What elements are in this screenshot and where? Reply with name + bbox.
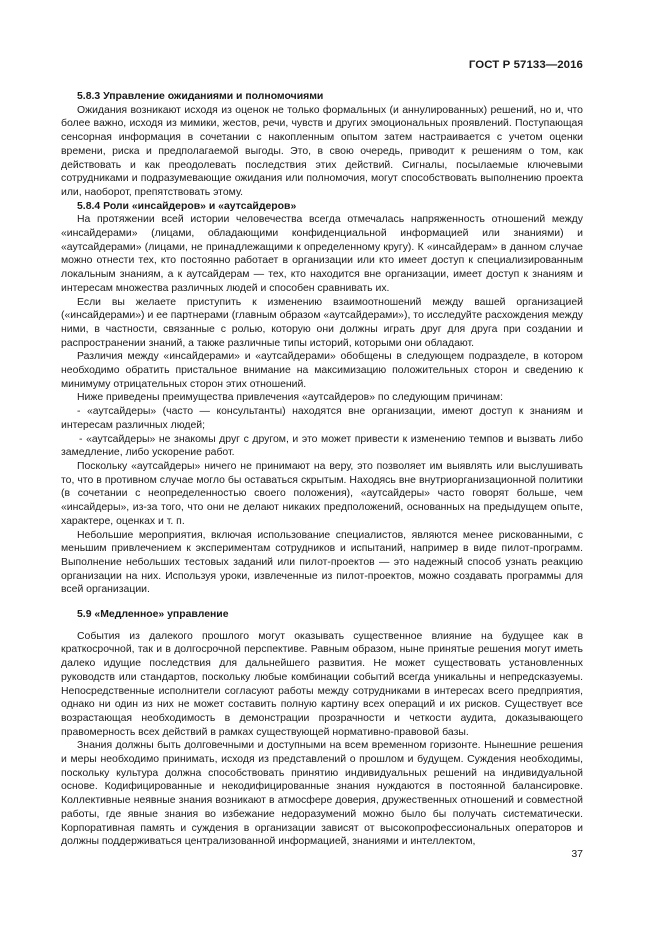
- document-body: [61, 90, 583, 849]
- paragraph: Знания должны быть долговечными и доступными на всем временном горизонте. Нынешние решения и меры необходимо принимать, исходя из представлений о прошлом и будущем. Суждения необходимы, поскольку культура должна способствовать принятию индивидуальных решений на индивидуальной основе. Кодифицированные и некодифицированные знания нуждаются в постоянной балансировке. Коллективные неявные знания возникают в атмосфере доверия, дружественных отношений и совместной работы, где явные знания во избежание недоразумений можно было бы получать систематически. Корпоративная память и суждения в организации зависят от высокопрофессиональных операторов и должны поддерживаться централизованной информацией, знаниями и интеллектом,: [61, 740, 583, 848]
- page-number: 37: [571, 848, 583, 860]
- section-5-8-3-heading: 5.8.3 Управление ожиданиями и полномочиями: [77, 91, 324, 102]
- paragraph: Ниже приведены преимущества привлечения «аутсайдеров» по следующим причинам:: [77, 392, 503, 404]
- paragraph: Различия между «инсайдерами» и «аутсайдерами» обобщены в следующем подразделе, в котором необходимо обратить пристальное внимание на максимизацию положительных сторон и сведению к минимуму отрицательных сторон этих отношений.: [61, 351, 583, 390]
- paragraph: Небольшие мероприятия, включая использование специалистов, являются менее рискованными, с меньшим привлечением к экспериментам сотрудников и испытаний, например в виде пилот-программ. Выполнение небольших тестовых заданий или пилот-проектов — это надежный способ узнать реакцию организации на них. Используя уроки, извлеченные из пилот-проектов, можно создавать программы для всей организации.: [61, 529, 583, 596]
- section-5-9-heading: 5.9 «Медленное» управление: [77, 609, 229, 621]
- list-item: - «аутсайдеры» не знакомы друг с другом, и это может привести к изменению темпов и вызвать либо замедление, либо ускорение работ.: [61, 433, 583, 459]
- paragraph: На протяжении всей истории человечества всегда отмечалась напряженность отношений между «инсайдерами» (лицами, обладающими конфиденциальной информацией или знаниями) и «аутсайдерами» (лицами, не принадлежащими к определенному кругу). К «инсайдерам» в данном случае можно отнести тех, кто постоянно работает в организации или кто имеет доступ к специализированным локальным знаниям, а к аутсайдерам — тех, кто находится вне организации, имеет доступ к знаниям и интересам множества различных людей и способен сравнивать их.: [61, 214, 583, 294]
- paragraph: Поскольку «аутсайдеры» ничего не принимают на веру, это позволяет им выявлять или выслушивать то, что в противном случае могло бы оставаться скрытым. Находясь вне внутриорганизационной политики (в сочетании с неопределенностью своего положения), «аутсайдеры» часто говорят больше, чем «инсайдеры», из-за того, что они не делают никаких предположений, основанных на предыдущем опыте, характере, оценках и т. п.: [61, 460, 583, 527]
- document-code: ГОСТ Р 57133—2016: [468, 59, 583, 71]
- list-item: - «аутсайдеры» (часто — консультанты) находятся вне организации, имеют доступ к знаниям и интересам различных людей;: [61, 406, 583, 431]
- section-5-8-4-heading: 5.8.4 Роли «инсайдеров» и «аутсайдеров»: [77, 200, 297, 212]
- paragraph: Если вы желаете приступить к изменению взаимоотношений между вашей организацией («инсайдерами») и ее партнерами (главным образом «аутсайдерами»), то исследуйте расхождения между ними, в частности, связанные с ролью, которую они должны играть друг для друга при создании и распространении знаний, а также различные типы историй, которыми они обладают.: [61, 296, 583, 349]
- paragraph: Ожидания возникают исходя из оценок не только формальных (и аннулированных) решений, но и, что более важно, исходя из мимики, жестов, речи, чувств и других эмоциональных проявлений. Поступающая сенсорная информация в сочетании с накопленным опытом затем настраивается с учетом оценки времени, риска и предполагаемой выгоды. Это, в свою очередь, приводит к решениям о том, как действовать и как преодолевать последствия этих действий. Сигналы, посылаемые ключевыми сотрудниками и подразумевающие ожидания или полномочия, могут способствовать выполнению проекта или, наоборот, препятствовать этому.: [61, 104, 583, 198]
- paragraph: События из далекого прошлого могут оказывать существенное влияние на будущее как в краткосрочной, так и в долгосрочной перспективе. Равным образом, ныне принятые решения могут иметь далеко идущие последствия для дальнейшего развития. Не может существовать установленных руководств или стандартов, поскольку любые комбинации событий всегда уникальны и непредсказуемы. Непосредственные исполнители согласуют работы между сотрудниками в интересах всего предприятия, однако ни один из них не может составить полную картину всех операций и их рисков. Существует все возрастающая необходимость в демонстрации прозрачности и четкости аудита, доказывающего правомерность всех действий в рамках существующей нормативно-правовой базы.: [61, 630, 583, 738]
